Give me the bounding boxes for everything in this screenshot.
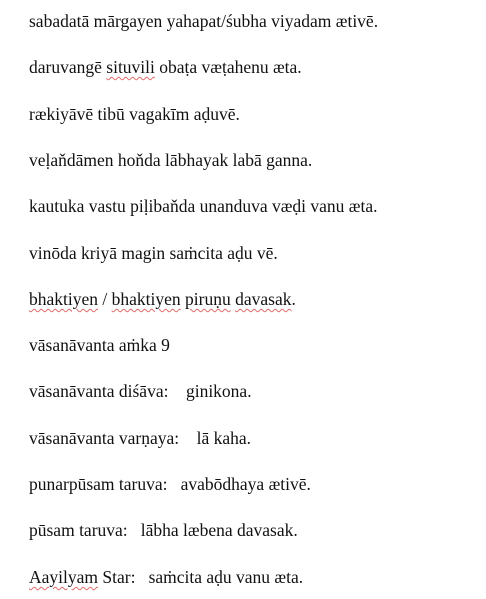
text-line xyxy=(29,380,252,402)
text-segment: obaṭa væṭahenu æta. xyxy=(154,57,302,77)
spellcheck-flagged-word: Aayilyam xyxy=(29,567,99,587)
spellcheck-flagged-word: bhaktiyen xyxy=(29,289,99,309)
text-segment: rækiyāvē tibū vagakīm aḍuvē. xyxy=(29,104,240,124)
spellcheck-flagged-word: davasak xyxy=(235,289,292,309)
spellcheck-flagged-word: bhaktiyen xyxy=(111,289,181,309)
text-segment: vāsanāvanta aṁka 9 xyxy=(29,335,170,355)
text-segment: punarpūsam taruva: avabōdhaya ætivē. xyxy=(29,474,311,494)
text-line xyxy=(29,195,377,217)
text-segment: vinōda kriyā magin saṁcita aḍu vē. xyxy=(29,243,278,263)
text-line xyxy=(29,519,298,541)
text-segment: veḷaňdāmen hoňda lābhayak labā ganna. xyxy=(29,150,313,170)
text-line xyxy=(29,566,303,588)
spellcheck-flagged-word: piruṇu xyxy=(185,289,231,309)
text-segment: Star: saṁcita aḍu vanu æta. xyxy=(98,567,304,587)
text-segment: vāsanāvanta diśāva: ginikona. xyxy=(29,381,252,401)
text-segment: . xyxy=(291,289,296,309)
text-line xyxy=(29,56,302,78)
text-line xyxy=(29,473,311,495)
text-line xyxy=(29,288,296,310)
text-line xyxy=(29,10,378,32)
text-line xyxy=(29,334,170,356)
text-segment: kautuka vastu piḷibaňda unanduva væḍi vanu æta. xyxy=(29,196,378,216)
text-segment: sabadatā mārgayen yahapat/śubha viyadam ætivē. xyxy=(29,11,379,31)
text-line xyxy=(29,103,240,125)
text-segment: / xyxy=(98,289,112,309)
text-line xyxy=(29,427,251,449)
text-line xyxy=(29,242,278,264)
text-line xyxy=(29,149,312,171)
text-segment: vāsanāvanta varṇaya: lā kaha. xyxy=(29,428,252,448)
text-segment: pūsam taruva: lābha læbena davasak. xyxy=(29,520,298,540)
text-segment: daruvangē xyxy=(29,57,107,77)
spellcheck-flagged-word: situvili xyxy=(106,57,155,77)
